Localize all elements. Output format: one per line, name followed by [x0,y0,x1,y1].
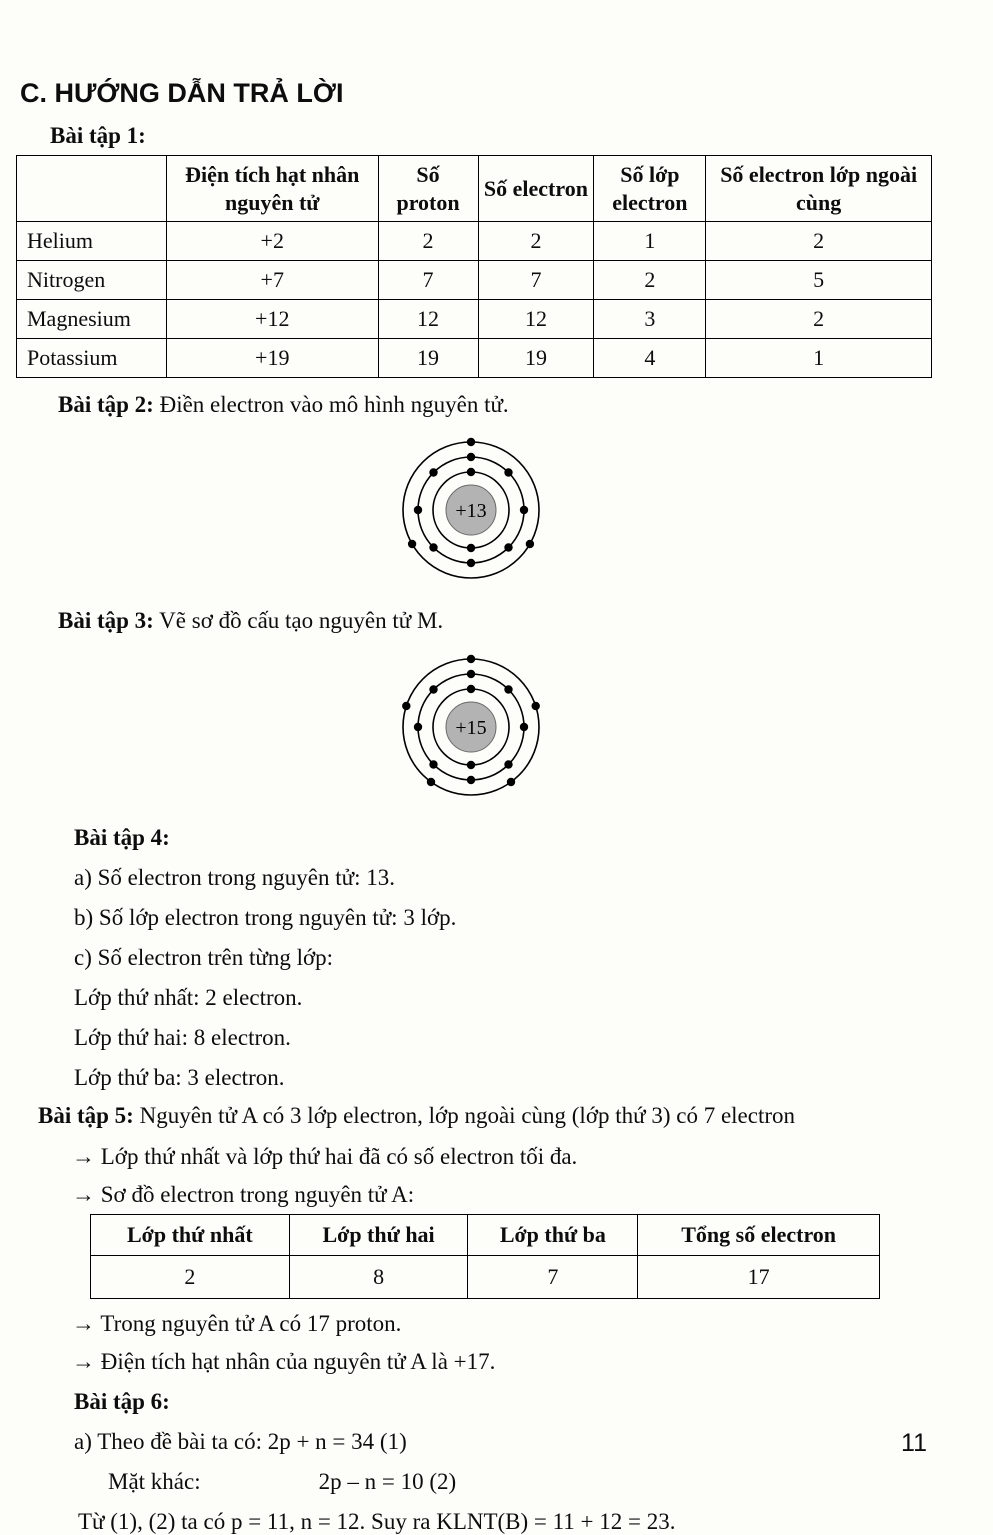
col-header-nuclear-charge: Điện tích hạt nhân nguyên tử [166,156,378,222]
exercise2-text: Điền electron vào mô hình nguyên tử. [153,392,509,417]
exercise5-table [90,1214,880,1299]
exercise2-label: Bài tập 2: [58,392,154,417]
table-row [17,339,932,378]
exercise3-label: Bài tập 3: [58,608,154,634]
svg-text:+15: +15 [454,716,487,739]
col-header-shell1: Lớp thứ nhất [91,1215,290,1256]
exercise3-caption [58,604,965,637]
exercise4-line-b: b) Số lớp electron trong nguyên tử: 3 lớp. [74,904,457,930]
exercise6-line-a: a) Theo đề bài ta có: 2p + n = 34 (1) [74,1429,407,1455]
exercise2-caption [58,388,965,421]
exercise1-label: Bài tập 1: [50,123,146,148]
cell-value: +2 [166,222,378,261]
exercise6-line-b-label: Mặt khác: [108,1469,201,1495]
cell-value: +7 [166,261,378,300]
cell-value: 8 [289,1256,468,1299]
col-header-total: Tổng số electron [638,1215,880,1256]
cell-value: +12 [166,300,378,339]
cell-value: 2 [706,300,932,339]
exercise5-label: Bài tập 5: [38,1102,134,1128]
atom-diagram-13 [0,431,945,594]
cell-value: 19 [378,339,478,378]
cell-element: Helium [17,222,167,261]
exercise4-label: Bài tập 4: [74,824,170,850]
cell-value: 5 [706,261,932,300]
table-row [17,261,932,300]
exercise1-table [16,155,932,378]
exercise3-text: Vẽ sơ đồ cấu tạo nguyên tử M. [153,608,444,634]
cell-element: Nitrogen [17,261,167,300]
cell-value: 7 [468,1256,638,1299]
page-title: C. HƯỚNG DẪN TRẢ LỜI [20,78,344,108]
cell-value: 2 [706,222,932,261]
cell-value: +19 [166,339,378,378]
cell-value: 17 [638,1256,880,1299]
col-header-outer-electrons: Số electron lớp ngoài cùng [706,156,932,222]
exercise6-line-b [74,1469,965,1495]
exercise5-arrow2: → Sơ đồ electron trong nguyên tử A: [72,1182,415,1208]
exercise5-arrow1: → Lớp thứ nhất và lớp thứ hai đã có số electron tối đa. [72,1144,578,1170]
exercise5-arrow3: → Trong nguyên tử A có 17 proton. [72,1311,402,1337]
cell-value: 1 [594,222,706,261]
table-row [17,300,932,339]
cell-value: 12 [378,300,478,339]
col-header-element [17,156,167,222]
cell-value: 12 [478,300,594,339]
exercise5-intro-text: Nguyên tử A có 3 lớp electron, lớp ngoài cùng (lớp thứ 3) có 7 electron [133,1102,796,1128]
cell-value: 2 [378,222,478,261]
col-header-shells: Số lớp electron [594,156,706,222]
exercise5-arrow4: → Điện tích hạt nhân của nguyên tử A là +17. [72,1349,496,1375]
cell-element: Magnesium [17,300,167,339]
cell-element: Potassium [17,339,167,378]
cell-value: 7 [478,261,594,300]
table-row [91,1256,880,1299]
cell-value: 2 [91,1256,290,1299]
col-header-shell3: Lớp thứ ba [468,1215,638,1256]
exercise4-shell2: Lớp thứ hai: 8 electron. [74,1024,291,1050]
cell-value: 1 [706,339,932,378]
exercise4-line-a: a) Số electron trong nguyên tử: 13. [74,864,395,890]
cell-value: 2 [594,261,706,300]
table-header-row [91,1215,880,1256]
exercise6-label: Bài tập 6: [74,1389,170,1415]
col-header-shell2: Lớp thứ hai [289,1215,468,1256]
cell-value: 19 [478,339,594,378]
cell-value: 7 [378,261,478,300]
exercise4-shell1: Lớp thứ nhất: 2 electron. [74,984,303,1010]
svg-text:+13: +13 [454,500,487,523]
cell-value: 3 [594,300,706,339]
exercise4-shell3: Lớp thứ ba: 3 electron. [74,1064,285,1090]
cell-value: 4 [594,339,706,378]
table-header-row [17,156,932,222]
exercise6-line-c: Từ (1), (2) ta có p = 11, n = 12. Suy ra KLNT(B) = 11 + 12 = 23. [78,1509,676,1535]
cell-value: 2 [478,222,594,261]
exercise4-line-c: c) Số electron trên từng lớp: [74,944,334,970]
atom-diagram-15 [0,648,945,811]
exercise5-intro [38,1099,965,1132]
col-header-protons: Số proton [378,156,478,222]
exercise6-line-b-eq: 2p – n = 10 (2) [318,1469,457,1495]
page-number: 11 [901,1429,927,1457]
col-header-electrons: Số electron [478,156,594,222]
table-row [17,222,932,261]
